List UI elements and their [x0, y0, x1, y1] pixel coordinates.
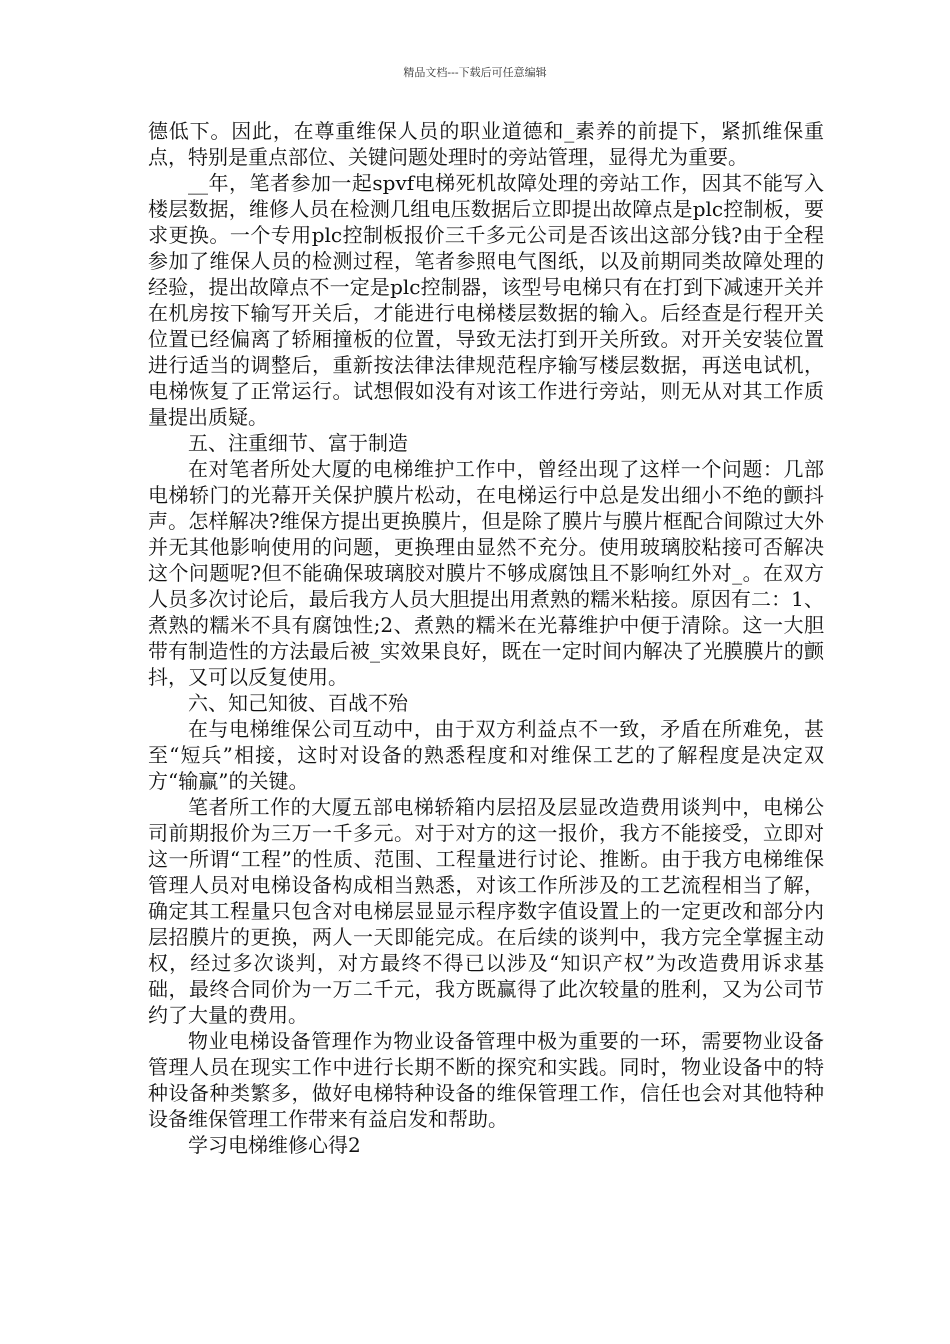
paragraph-4: 在与电梯维保公司互动中，由于双方利益点不一致，矛盾在所难免，甚至“短兵”相接，这时对设备的熟悉程度和对维保工艺的了解程度是决定双方“输赢”的关键。 [148, 717, 824, 793]
paragraph-3: 在对笔者所处大厦的电梯维护工作中，曾经出现了这样一个问题：几部电梯轿门的光幕开关保护膜片松动，在电梯运行中总是发出细小不绝的颤抖声。怎样解决?维保方提出更换膜片，但是除了膜片与膜片框配合间隙过大外并无其他影响使用的问题，更换理由显然不充分。使用玻璃胶粘接可否解决这个问题呢?但不能确保玻璃胶对膜片不够成腐蚀且不影响红外对_。在双方人员多次讨论后，最后我方人员大胆提出用煮熟的糯米粘接。原因有二：1、煮熟的糯米不具有腐蚀性;2、煮熟的糯米在光幕维护中便于清除。这一大胆带有制造性的方法最后被_实效果良好，既在一定时间内解决了光膜膜片的颤抖，又可以反复使用。 [148, 457, 824, 689]
paragraph-5: 笔者所工作的大厦五部电梯轿箱内层招及层显改造费用谈判中，电梯公司前期报价为三万一千多元。对于对方的这一报价，我方不能接受，立即对这一所谓“工程”的性质、范围、工程量进行讨论、推断。由于我方电梯维保管理人员对电梯设备构成相当熟悉，对该工作所涉及的工艺流程相当了解，确定其工程量只包含对电梯层显显示程序数字值设置上的一定更改和部分内层招膜片的更换，两人一天即能完成。在后续的谈判中，我方完全掌握主动权，经过多次谈判，对方最终不得已以涉及“知识产权”为改造费用诉求基础，最终合同价为一万二千元，我方既赢得了此次较量的胜利，又为公司节约了大量的费用。 [148, 795, 824, 1027]
paragraph-1: 德低下。因此，在尊重维保人员的职业道德和_素养的前提下，紧抓维保重点，特别是重点部位、关键问题处理时的旁站管理，显得尤为重要。 [148, 119, 824, 169]
section-heading-6: 六、知己知彼、百战不殆 [188, 691, 408, 715]
page-header: 精品文档---下载后可任意编辑 [403, 66, 547, 79]
section-heading-5: 五、注重细节、富于制造 [188, 431, 408, 455]
document-body [148, 118, 824, 1158]
paragraph-2: __年，笔者参加一起spvf电梯死机故障处理的旁站工作，因其不能写入楼层数据，维修人员在检测几组电压数据后立即提出故障点是plc控制板，要求更换。一个专用plc控制板报价三千多元公司是否该出这部分钱?由于全程参加了维保人员的检测过程，笔者参照电气图纸，以及前期同类故障处理的经验，提出故障点不一定是plc控制器，该型号电梯只有在打到下减速开关并在机房按下输写开关后，才能进行电梯楼层数据的输入。后经查是行程开关位置已经偏离了轿厢撞板的位置，导致无法打到开关所致。对开关安装位置进行适当的调整后，重新按法律法律规范程序输写楼层数据，再送电试机，电梯恢复了正常运行。试想假如没有对该工作进行旁站，则无从对其工作质量提出质疑。 [148, 171, 824, 429]
paragraph-6: 物业电梯设备管理作为物业设备管理中极为重要的一环，需要物业设备管理人员在现实工作中进行长期不断的探究和实践。同时，物业设备中的特种设备种类繁多，做好电梯特种设备的维保管理工作，信任也会对其他特种设备维保管理工作带来有益启发和帮助。 [148, 1029, 824, 1131]
next-article-title: 学习电梯维修心得2 [188, 1133, 361, 1157]
